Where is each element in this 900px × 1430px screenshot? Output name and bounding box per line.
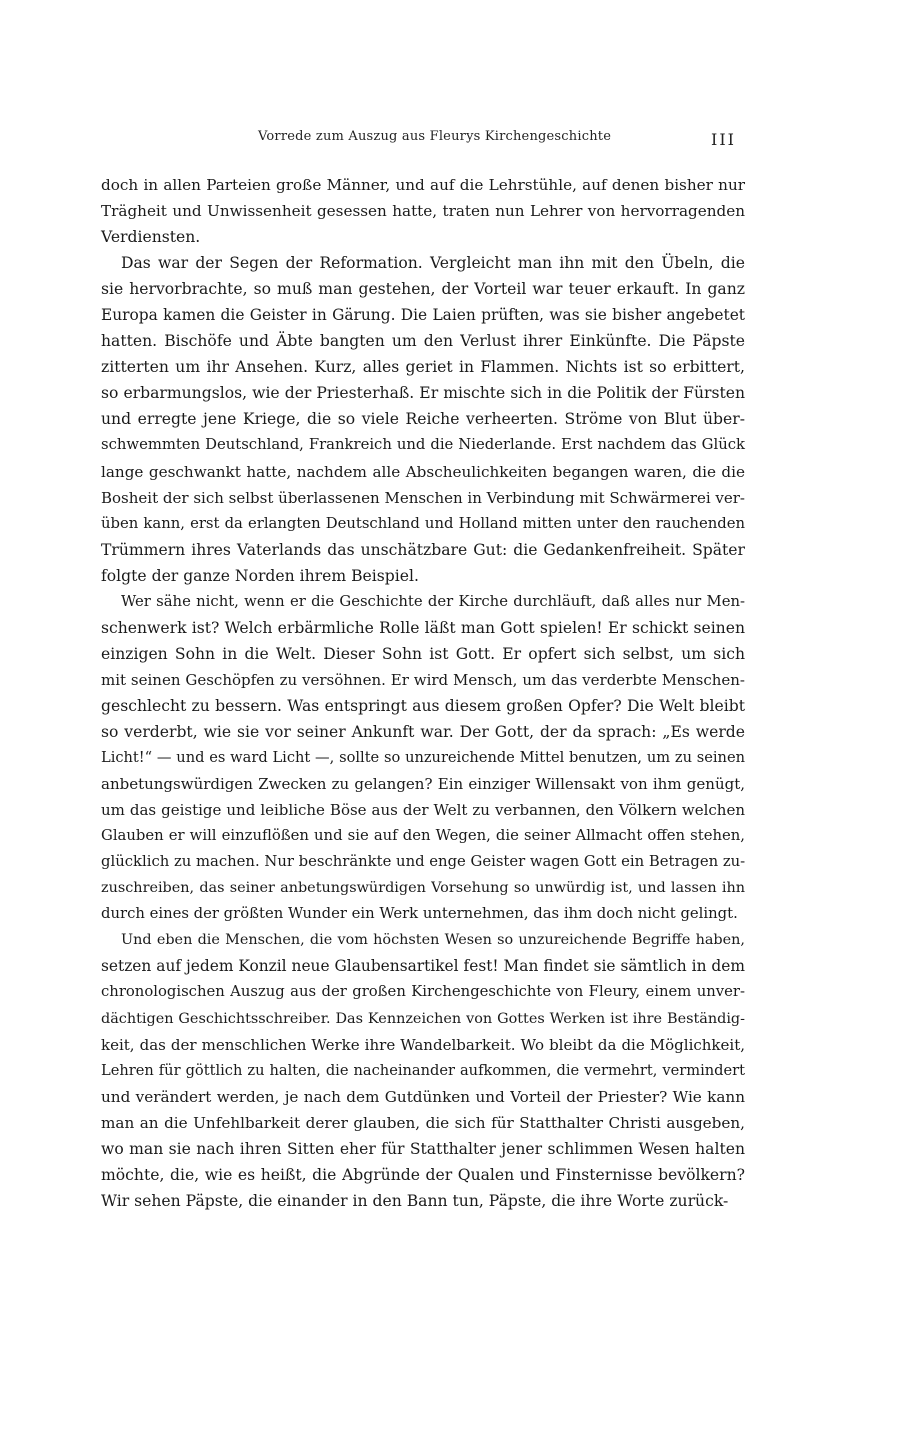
- text-line: Glauben er will einzuflößen und sie auf den Wegen, die seiner Allmacht offen stehen,: [101, 827, 745, 845]
- text-line: anbetungswürdigen Zwecken zu gelangen? Ein einziger Willensakt von ihm genügt,: [101, 775, 745, 794]
- text-line: setzen auf jedem Konzil neue Glaubensartikel fest! Man findet sie sämtlich in dem: [101, 957, 745, 976]
- body-text: [101, 172, 745, 1214]
- text-line: glücklich zu machen. Nur beschränkte und enge Geister wagen Gott ein Betragen zu-: [101, 853, 746, 871]
- text-line: Wer sähe nicht, wenn er die Geschichte der Kirche durchläuft, daß alles nur Men-: [121, 592, 745, 610]
- page-number: III: [711, 130, 736, 149]
- text-line: Bosheit der sich selbst überlassenen Menschen in Verbindung mit Schwärmerei ver-: [101, 488, 745, 507]
- text-line: schwemmten Deutschland, Frankreich und die Niederlande. Erst nachdem das Glück: [101, 436, 745, 454]
- text-line: zuschreiben, das seiner anbetungswürdigen Vorsehung so unwürdig ist, und lassen ihn: [101, 880, 745, 897]
- text-line: zitterten um ihr Ansehen. Kurz, alles geriet in Flammen. Nichts ist so erbittert,: [101, 358, 745, 377]
- text-line: Und eben die Menschen, die vom höchsten Wesen so unzureichende Begriffe haben,: [121, 932, 745, 949]
- text-line: Lehren für göttlich zu halten, die nacheinander aufkommen, die vermehrt, vermindert: [101, 1061, 745, 1079]
- paragraph: [101, 927, 745, 1214]
- text-line: hatten. Bischöfe und Äbte bangten um den Verlust ihrer Einkünfte. Die Päpste: [101, 332, 745, 351]
- text-line: wo man sie nach ihren Sitten eher für Statthalter jener schlimmen Wesen halten: [101, 1139, 745, 1158]
- text-line: chronologischen Auszug aus der großen Kirchengeschichte von Fleury, einem unver-: [101, 983, 745, 1001]
- text-line: üben kann, erst da erlangten Deutschland und Holland mitten unter den rauchenden: [101, 514, 745, 532]
- text-line: schenwerk ist? Welch erbärmliche Rolle läßt man Gott spielen! Er schickt seinen: [101, 618, 745, 637]
- text-line: so verderbt, wie sie vor seiner Ankunft war. Der Gott, der da sprach: „Es werde: [101, 722, 745, 741]
- text-line: Europa kamen die Geister in Gärung. Die Laien prüften, was sie bisher angebetet: [101, 306, 745, 325]
- text-line: und erregte jene Kriege, die so viele Reiche verheerten. Ströme von Blut über-: [101, 410, 745, 429]
- text-line: folgte der ganze Norden ihrem Beispiel.: [101, 566, 419, 585]
- text-line: so erbarmungslos, wie der Priesterhaß. Er mischte sich in die Politik der Fürsten: [101, 384, 745, 403]
- text-line: doch in allen Parteien große Männer, und auf die Lehrstühle, auf denen bisher nur: [101, 176, 745, 194]
- text-line: man an die Unfehlbarkeit derer glauben, die sich für Statthalter Christi ausgeben,: [101, 1113, 745, 1132]
- text-line: Das war der Segen der Reformation. Vergleicht man ihn mit den Übeln, die: [121, 254, 745, 273]
- text-line: dächtigen Geschichtsschreiber. Das Kennzeichen von Gottes Werken ist ihre Beständig-: [101, 1010, 745, 1027]
- paragraph: [101, 250, 745, 589]
- text-line: Trägheit und Unwissenheit gesessen hatte, traten nun Lehrer von hervorragenden: [101, 202, 745, 221]
- text-line: Licht!“ — und es ward Licht —, sollte so unzureichende Mittel benutzen, um zu seinen: [101, 749, 745, 767]
- text-line: mit seinen Geschöpfen zu versöhnen. Er wird Mensch, um das verderbte Menschen-: [101, 670, 745, 689]
- paragraph: [101, 172, 745, 250]
- text-line: möchte, die, wie es heißt, die Abgründe der Qualen und Finsternisse bevölkern?: [101, 1165, 745, 1184]
- running-head: Vorrede zum Auszug aus Fleurys Kirchengeschichte: [258, 129, 612, 144]
- text-line: Verdiensten.: [101, 228, 201, 247]
- text-line: keit, das der menschlichen Werke ihre Wandelbarkeit. Wo bleibt da die Möglichkeit,: [101, 1035, 745, 1054]
- text-line: lange geschwankt hatte, nachdem alle Abscheulichkeiten begangen waren, die die: [101, 462, 745, 481]
- text-line: einzigen Sohn in die Welt. Dieser Sohn ist Gott. Er opfert sich selbst, um sich: [101, 644, 745, 663]
- text-line: durch eines der größten Wunder ein Werk unternehmen, das ihm doch nicht gelingt.: [101, 905, 738, 923]
- text-line: sie hervorbrachte, so muß man gestehen, der Vorteil war teuer erkauft. In ganz: [101, 280, 745, 299]
- text-line: Wir sehen Päpste, die einander in den Bann tun, Päpste, die ihre Worte zurück-: [101, 1191, 729, 1210]
- text-line: Trümmern ihres Vaterlands das unschätzbare Gut: die Gedankenfreiheit. Später: [101, 540, 745, 559]
- text-line: und verändert werden, je nach dem Gutdünken und Vorteil der Priester? Wie kann: [101, 1087, 745, 1106]
- text-line: um das geistige und leibliche Böse aus der Welt zu verbannen, den Völkern welchen: [101, 801, 745, 820]
- paragraph: [101, 589, 745, 928]
- text-line: geschlecht zu bessern. Was entspringt aus diesem großen Opfer? Die Welt bleibt: [101, 696, 745, 715]
